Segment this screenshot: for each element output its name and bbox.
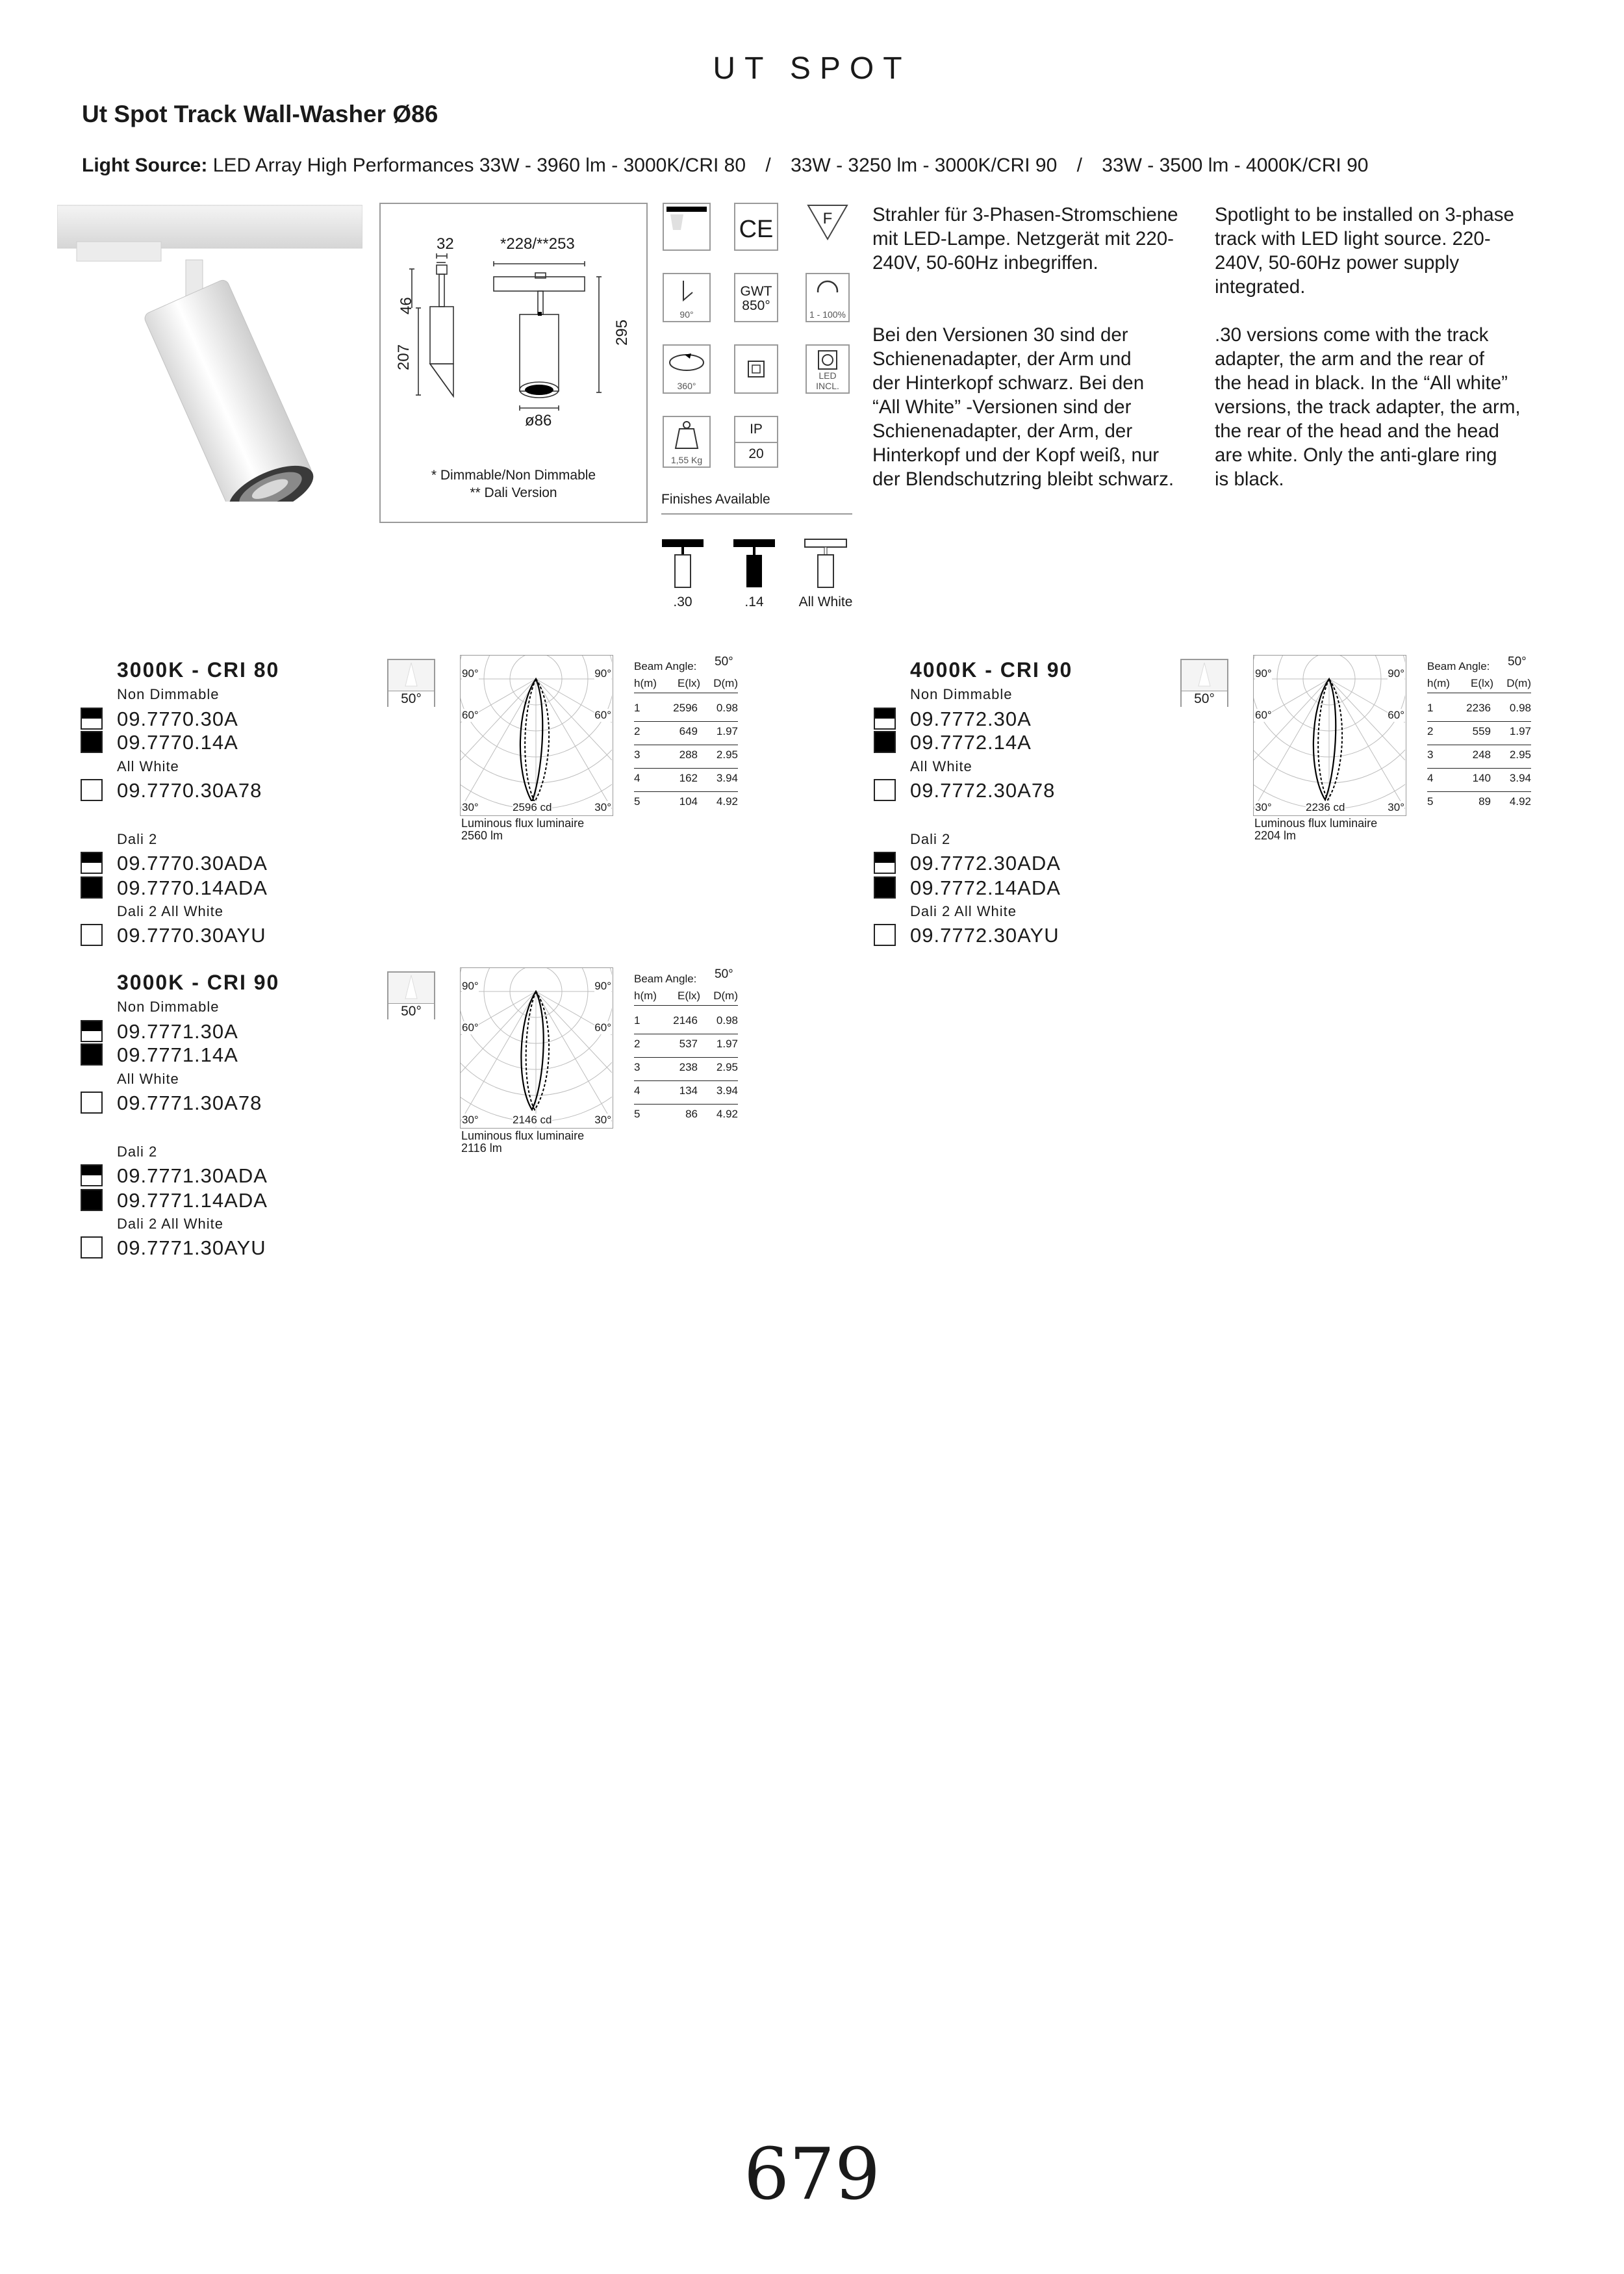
- angle-60-left: 60°: [462, 709, 479, 721]
- cell: 3.94: [1509, 772, 1531, 784]
- angle-90-left: 90°: [462, 667, 479, 680]
- table-row: [1427, 772, 1531, 792]
- cell: 0.98: [1509, 702, 1531, 714]
- dimmer-icon: [806, 273, 850, 322]
- rotation-360-label: 360°: [677, 381, 696, 391]
- finish-white-checkbox: [874, 924, 896, 946]
- weight-label: 1,55 Kg: [670, 455, 703, 465]
- non-dimmable-label: Non Dimmable: [117, 999, 220, 1015]
- drawing-notes: [379, 466, 648, 502]
- cell: 649: [679, 725, 698, 737]
- col-d: D(m): [713, 677, 738, 689]
- flux-label: Luminous flux luminaire: [461, 1129, 585, 1142]
- cell: 2596: [673, 702, 698, 714]
- beam-angle-icon-label: 50°: [388, 691, 434, 707]
- beam-angle-value: 50°: [1508, 655, 1527, 669]
- light-source-label: Light Source:: [82, 155, 208, 176]
- finish-30-checkbox: [81, 1164, 103, 1186]
- cell: 2: [634, 725, 641, 737]
- light-source-sep-1: /: [765, 155, 771, 176]
- finish-white-label: All White: [798, 594, 853, 609]
- cell: 3: [634, 1061, 641, 1073]
- gwt-icon: [734, 273, 778, 322]
- text-line: integrated.: [1215, 276, 1306, 298]
- dali-label: Dali 2: [117, 1143, 158, 1160]
- cell: 3.94: [716, 1084, 738, 1097]
- finish-14-checkbox: [874, 731, 896, 753]
- cell: 4: [634, 1084, 641, 1097]
- note-dali: ** Dali Version: [470, 485, 557, 500]
- cell: 2.95: [716, 748, 738, 761]
- table-row: [1427, 702, 1531, 722]
- text-line: mit LED-Lampe. Netzgerät mit 220-: [872, 228, 1174, 249]
- light-source-value-2: 33W - 3250 lm - 3000K/CRI 90: [791, 155, 1058, 176]
- finish-white-swatch: [802, 537, 849, 591]
- table-row: [634, 772, 738, 792]
- cell: 3.94: [716, 772, 738, 784]
- angle-30-left: 30°: [1255, 801, 1272, 813]
- illuminance-table: [1427, 655, 1531, 813]
- angle-90-right: 90°: [594, 667, 611, 680]
- text-line: 240V, 50-60Hz inbegriffen.: [872, 252, 1098, 274]
- cell: 3: [634, 748, 641, 761]
- cell: 1: [1427, 702, 1434, 714]
- table-row: [634, 1038, 738, 1058]
- cell: 248: [1472, 748, 1491, 761]
- col-e: E(lx): [678, 677, 700, 689]
- product-code: 09.7770.30ADA: [117, 852, 268, 875]
- dimmer-range: 1 - 100%: [809, 309, 846, 320]
- col-e: E(lx): [1471, 677, 1493, 689]
- finish-30-checkbox: [874, 852, 896, 874]
- table-row: [634, 1108, 738, 1127]
- angle-90-right: 90°: [594, 980, 611, 992]
- finish-30-label: .30: [673, 594, 692, 609]
- group-title: 3000K - CRI 90: [117, 971, 280, 994]
- finish-white-checkbox: [81, 924, 103, 946]
- cell: 4.92: [716, 1108, 738, 1120]
- dim-46: 46: [398, 297, 415, 314]
- table-row: [1427, 748, 1531, 769]
- polar-diagram: [1253, 655, 1406, 816]
- rotation-90-icon: [663, 273, 711, 322]
- led-included-label: LED INCL.: [816, 370, 839, 391]
- finish-30-checkbox: [81, 852, 103, 874]
- text-line: Bei den Versionen 30 sind der: [872, 324, 1128, 346]
- cell: 2.95: [716, 1061, 738, 1073]
- cell: 238: [679, 1061, 698, 1073]
- all-white-label: All White: [117, 758, 179, 774]
- finish-30-checkbox: [874, 708, 896, 730]
- track-icon: [663, 203, 711, 251]
- product-code: 09.7770.30A: [117, 708, 238, 730]
- angle-30-right: 30°: [1388, 801, 1404, 813]
- text-line: are white. Only the anti-glare ring: [1215, 444, 1497, 466]
- table-row: [1427, 795, 1531, 815]
- polar-grid: [461, 968, 612, 1127]
- flux-caption: [461, 1130, 584, 1155]
- cell: 162: [679, 772, 698, 784]
- flux-value: 2116 lm: [461, 1142, 502, 1155]
- text-en-p1: [1215, 203, 1514, 299]
- angle-30-right: 30°: [594, 801, 611, 813]
- cell: 4: [634, 772, 641, 784]
- cell: 288: [679, 748, 698, 761]
- product-code: 09.7771.14ADA: [117, 1189, 268, 1212]
- table-row: [634, 1061, 738, 1081]
- finish-14-label: .14: [744, 594, 764, 609]
- product-code: 09.7771.14A: [117, 1043, 238, 1066]
- cell: 4.92: [1509, 795, 1531, 808]
- led-included-icon: [806, 344, 850, 394]
- table-row: [634, 702, 738, 722]
- text-line: der Hinterkopf schwarz. Bei den: [872, 372, 1145, 394]
- table-header-row: [634, 677, 738, 693]
- cell: 5: [634, 795, 641, 808]
- illuminance-table: [634, 655, 738, 813]
- ce-icon: [734, 203, 778, 251]
- polar-grid: [461, 656, 612, 815]
- finish-14-checkbox: [874, 876, 896, 899]
- product-title: Ut Spot Track Wall-Washer Ø86: [82, 101, 438, 127]
- flux-label: Luminous flux luminaire: [461, 817, 585, 830]
- product-code: 09.7772.30ADA: [910, 852, 1061, 875]
- text-en-p2: [1215, 323, 1521, 491]
- cell: 5: [1427, 795, 1434, 808]
- candela-value: 2236 cd: [1306, 801, 1345, 813]
- product-photo: [57, 203, 362, 502]
- group-title: 3000K - CRI 80: [117, 658, 280, 682]
- beam-angle-label: Beam Angle:: [1427, 660, 1490, 672]
- cell: 0.98: [716, 702, 738, 714]
- beam-angle-icon: [1180, 659, 1228, 707]
- light-source-line: [82, 155, 1368, 177]
- text-line: Schienenadapter, der Arm, der: [872, 420, 1133, 442]
- dim-86: ø86: [525, 412, 552, 429]
- cell: 5: [634, 1108, 641, 1120]
- cell: 1.97: [716, 1038, 738, 1050]
- col-h: h(m): [634, 990, 657, 1002]
- cell: 134: [679, 1084, 698, 1097]
- product-code: 09.7772.30A: [910, 708, 1032, 730]
- text-line: versions, the track adapter, the arm,: [1215, 396, 1521, 418]
- flux-caption: [461, 817, 584, 842]
- angle-60-right: 60°: [594, 709, 611, 721]
- col-d: D(m): [1506, 677, 1531, 689]
- product-code: 09.7772.14A: [910, 731, 1032, 754]
- cell: 537: [679, 1038, 698, 1050]
- dim-295: 295: [613, 319, 631, 346]
- angle-90-left: 90°: [1255, 667, 1272, 680]
- text-line: 240V, 50-60Hz power supply: [1215, 252, 1460, 274]
- ip-value: 20: [748, 446, 764, 461]
- text-line: Hinterkopf und der Kopf weiß, nur: [872, 444, 1160, 466]
- beam-angle-label: Beam Angle:: [634, 973, 697, 985]
- cell: 2.95: [1509, 748, 1531, 761]
- product-code: 09.7772.30AYU: [910, 924, 1059, 947]
- beam-angle-value: 50°: [715, 967, 733, 981]
- finishes-label: Finishes Available: [661, 492, 770, 507]
- dali-label: Dali 2: [910, 831, 951, 847]
- finish-30-swatch: [659, 537, 706, 591]
- beam-angle-value: 50°: [715, 655, 733, 669]
- flux-value: 2560 lm: [461, 829, 503, 842]
- ce-mark: CE: [739, 216, 774, 243]
- product-code: 09.7771.30A78: [117, 1092, 262, 1114]
- product-code: 09.7771.30A: [117, 1020, 238, 1043]
- text-line: “All White” -Versionen sind der: [872, 396, 1132, 418]
- cell: 559: [1472, 725, 1491, 737]
- dali-all-white-label: Dali 2 All White: [910, 903, 1017, 919]
- table-row: [634, 725, 738, 745]
- ip-label: IP: [750, 422, 763, 437]
- beam-angle-icon-label: 50°: [388, 1003, 434, 1019]
- table-header-row: [634, 990, 738, 1006]
- table-row: [634, 1084, 738, 1105]
- angle-60-left: 60°: [462, 1021, 479, 1034]
- driver-icon: [734, 344, 778, 394]
- cell: 1.97: [1509, 725, 1531, 737]
- text-line: der Blendschutzring bleibt schwarz.: [872, 468, 1174, 490]
- beam-angle-icon: [387, 971, 435, 1019]
- cell: 86: [685, 1108, 698, 1120]
- text-line: is black.: [1215, 468, 1284, 490]
- polar-diagram: [460, 967, 613, 1129]
- col-h: h(m): [1427, 677, 1450, 689]
- all-white-label: All White: [910, 758, 972, 774]
- candela-value: 2146 cd: [513, 1114, 552, 1126]
- angle-30-left: 30°: [462, 1114, 479, 1126]
- finish-white-checkbox: [874, 779, 896, 801]
- weight-icon: [663, 416, 711, 468]
- finishes-rule: [661, 513, 852, 515]
- cell: 2236: [1466, 702, 1491, 714]
- non-dimmable-label: Non Dimmable: [117, 686, 220, 702]
- flux-caption: [1254, 817, 1377, 842]
- finish-14-swatch: [731, 537, 778, 591]
- table-row: [634, 795, 738, 815]
- candela-value: 2596 cd: [513, 801, 552, 813]
- product-code: 09.7772.14ADA: [910, 876, 1061, 899]
- ip-icon: [734, 416, 778, 468]
- finish-30-checkbox: [81, 708, 103, 730]
- angle-60-right: 60°: [594, 1021, 611, 1034]
- finish-14-checkbox: [81, 1189, 103, 1211]
- col-d: D(m): [713, 990, 738, 1002]
- cell: 140: [1472, 772, 1491, 784]
- dali-label: Dali 2: [117, 831, 158, 847]
- dim-228: *228/**253: [500, 235, 575, 253]
- illuminance-table: [634, 967, 738, 1126]
- dim-207: 207: [395, 344, 412, 370]
- cell: 4: [1427, 772, 1434, 784]
- col-e: E(lx): [678, 990, 700, 1002]
- flux-label: Luminous flux luminaire: [1254, 817, 1378, 830]
- finish-white-checkbox: [81, 1236, 103, 1258]
- f-icon: [806, 203, 850, 251]
- product-code: 09.7770.14ADA: [117, 876, 268, 899]
- light-source-value-3: 33W - 3500 lm - 4000K/CRI 90: [1102, 155, 1369, 176]
- table-row: [1427, 725, 1531, 745]
- text-line: adapter, the arm and the rear of: [1215, 348, 1484, 370]
- cell: 3: [1427, 748, 1434, 761]
- brand-heading: UT SPOT: [713, 51, 911, 86]
- product-code: 09.7771.30AYU: [117, 1236, 266, 1259]
- angle-30-right: 30°: [594, 1114, 611, 1126]
- angle-60-left: 60°: [1255, 709, 1272, 721]
- product-code: 09.7770.14A: [117, 731, 238, 754]
- text-line: the rear of the head and the head: [1215, 420, 1499, 442]
- cell: 89: [1478, 795, 1491, 808]
- non-dimmable-label: Non Dimmable: [910, 686, 1013, 702]
- light-source-value-1: LED Array High Performances 33W - 3960 lm - 3000K/CRI 80: [212, 155, 746, 176]
- text-de-p1: [872, 203, 1178, 275]
- polar-grid: [1254, 656, 1405, 815]
- page-number: 679: [744, 2132, 880, 2216]
- product-code: 09.7771.30ADA: [117, 1164, 268, 1187]
- f-mark: F: [822, 210, 833, 227]
- col-h: h(m): [634, 677, 657, 689]
- finish-white-checkbox: [81, 779, 103, 801]
- dali-all-white-label: Dali 2 All White: [117, 1216, 223, 1232]
- finish-14-checkbox: [81, 731, 103, 753]
- note-dimmable: * Dimmable/Non Dimmable: [431, 468, 596, 483]
- text-de-p2: [872, 323, 1174, 491]
- text-line: Schienenadapter, der Arm und: [872, 348, 1132, 370]
- table-row: [634, 748, 738, 769]
- beam-angle-icon-label: 50°: [1182, 691, 1227, 707]
- beam-angle-icon: [387, 659, 435, 707]
- light-source-sep-2: /: [1076, 155, 1082, 176]
- dali-all-white-label: Dali 2 All White: [117, 903, 223, 919]
- text-line: track with LED light source. 220-: [1215, 228, 1491, 249]
- rotation-90-label: 90°: [679, 309, 694, 320]
- angle-30-left: 30°: [462, 801, 479, 813]
- finish-14-checkbox: [81, 876, 103, 899]
- rotation-360-icon: [663, 344, 711, 394]
- angle-90-right: 90°: [1388, 667, 1404, 680]
- cell: 1: [634, 702, 641, 714]
- cell: 1.97: [716, 725, 738, 737]
- cell: 4.92: [716, 795, 738, 808]
- text-line: Spotlight to be installed on 3-phase: [1215, 204, 1514, 225]
- cell: 1: [634, 1014, 641, 1027]
- product-code: 09.7770.30AYU: [117, 924, 266, 947]
- finish-14-checkbox: [81, 1043, 103, 1066]
- cell: 2: [1427, 725, 1434, 737]
- cell: 0.98: [716, 1014, 738, 1027]
- dim-32: 32: [437, 235, 454, 253]
- finish-30-checkbox: [81, 1020, 103, 1042]
- group-title: 4000K - CRI 90: [910, 658, 1073, 682]
- polar-diagram: [460, 655, 613, 816]
- finish-white-checkbox: [81, 1092, 103, 1114]
- table-header-row: [1427, 677, 1531, 693]
- product-code: 09.7770.30A78: [117, 779, 262, 802]
- table-row: [634, 1014, 738, 1034]
- all-white-label: All White: [117, 1071, 179, 1087]
- cell: 2: [634, 1038, 641, 1050]
- cell: 104: [679, 795, 698, 808]
- text-line: .30 versions come with the track: [1215, 324, 1489, 346]
- angle-90-left: 90°: [462, 980, 479, 992]
- beam-angle-label: Beam Angle:: [634, 660, 697, 672]
- text-line: the head in black. In the “All white”: [1215, 372, 1508, 394]
- gwt-value: 850°: [742, 298, 770, 313]
- flux-value: 2204 lm: [1254, 829, 1297, 842]
- angle-60-right: 60°: [1388, 709, 1404, 721]
- cell: 2146: [673, 1014, 698, 1027]
- text-line: Strahler für 3-Phasen-Stromschiene: [872, 204, 1178, 225]
- product-code: 09.7772.30A78: [910, 779, 1056, 802]
- gwt-label: GWT: [740, 284, 772, 299]
